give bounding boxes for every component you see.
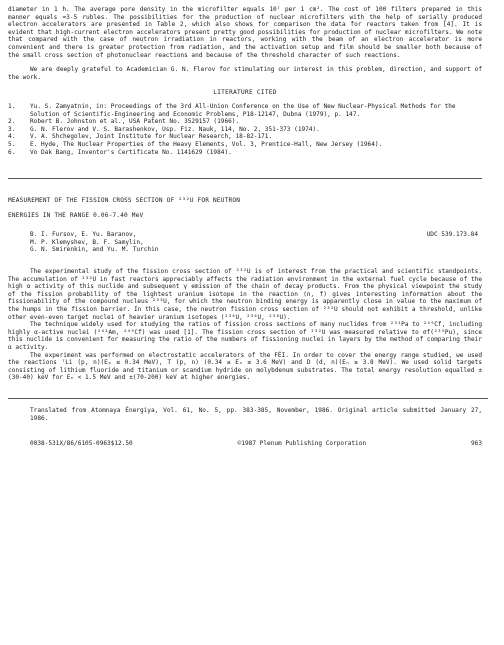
article-paragraph-2: The technique widely used for studying the ratios of fission cross sections of many nuclides from ²³¹Pa to ²⁴⁹Cf, including highly α-active nuclei (²⁴¹Am, ²⁴⁹Cf) was used [1]. The fission cross section of ²³²U was measured relative to σf(²³⁹Pu), since this nuclide is convenient for measuring the ratio of the numbers of fissioning nuclei in layers by the method of comparing their α activity. [8,321,482,351]
translation-note: Translated from Atomnaya Énergiya, Vol. 61, No. 5, pp. 383-385, November, 1986. Original article submitted January 27, 1986. [30,406,482,422]
reference-item [8,103,482,118]
page [8,6,482,448]
article-title-line-1: MEASUREMENT OF THE FISSION CROSS SECTION OF ²³²U FOR NEUTRON [8,197,241,205]
reference-number: 3. [8,125,16,133]
udc-code: UDC 539.173.84 [426,231,478,239]
author-line: G. N. Smirenkin, and Yu. M. Turchin [30,246,159,254]
author-line: M. P. Klemyshev, B. F. Samylin, [30,238,144,246]
article-paragraph-3: The experiment was performed on electrostatic accelerators of the FÉI. In order to cover the energy range studied, we used the reactions ⁷Li (p, n)(Eₚ ≤ 0.34 MeV), T (p, n) (0.34 ≤ Eₙ ≤ 3.6 MeV) and D (d, n)(Eₙ ≥ 3.8 MeV). We used solid targets consisting of lithium fluoride and titanium or scandium hydride on molybdenum substrates. The total energy resolution equalled ±(30-40) keV for Eₙ < 1.5 MeV and ±(70-200) keV at higher energies. [8,351,482,382]
reference-number: 1. [8,102,16,110]
reference-text: V. A. Shchegolev, Joint Institute for Nuclear Research, 18-82-171. [30,133,273,141]
author-list [8,231,158,254]
reference-text: Yu. S. Zamyatnin, in: Proceedings of the 3rd All-Union Conference on the Use of New Nuclear-Physical Methods for the Solution of Scientific-Engineering and Economic Problems, P18-12147, Dubna (1979), p. 147. [30,102,456,118]
reference-item [8,126,482,134]
intro-paragraph-1: diameter in 1 h. The average pore density in the microfilter equals 10⁷ per 1 cm². The cost of 100 filters prepared in this manner equals ≈3-5 rubles. The possibilities for the production of nuclear microfilters with the help of serially produced electron accelerators are presented in Table 2, which also shows for comparison the data for reactors taken from [4]. It is evident that high-current electron accelerators present pretty good possibilities for production of nuclear microfilters. We note that compared with the case of neutron irradiation in reactors, working with the beam of an electron accelerator is more convenient and there is greater protection from radiation, and the activation setup and film should be smaller both because of the small cross section of photonuclear reactions and because of the threshold character of such reactions. [8,6,482,59]
reference-text: Robert B. Johnston et al., USA Patent No. 3529157 (1966). [30,118,240,126]
author-line: B. I. Fursov, E. Yu. Baranov, [30,231,137,239]
article-paragraph-1: The experimental study of the fission cross section of ²³²U is of interest from the practical and scientific standpoints. The accumulation of ²³²U in fast reactors appreciably affects the radiation environment in the external fuel cycle because of the high α activity of this nuclide and subsequent γ emission of the chain of decay products. From the physical viewpoint the study of the fission probability of the lightest uranium isotope in the reaction (n, f) gives interesting information about the fissionability of the compound nucleus ²³³U, for which the neutron binding energy is apparently close in value to the maximum of the humps in the fission barrier. In this case, the neutron fission cross section of ²³²U should not exhibit a threshold, unlike other even-even target nuclei of heavier uranium isotopes (²³⁴U, ²³⁶U, ²³⁸U). [8,268,482,321]
reference-item [8,149,482,157]
reference-number: 4. [8,133,16,141]
reference-item [8,141,482,149]
reference-number: 5. [8,140,16,148]
reference-item [8,133,482,141]
reference-text: E. Hyde, The Nuclear Properties of the Heavy Elements, Vol. 3, Prentice-Hall, New Jersey (1964). [30,140,383,148]
literature-heading: LITERATURE CITED [213,89,277,97]
reference-list [8,103,482,156]
reference-number: 2. [8,118,16,126]
page-footer [8,440,482,448]
acknowledgement-paragraph: We are deeply grateful to Academician G. N. Flerov for stimulating our interest in this problem, direction, and support of the work. [8,66,482,81]
copyright-notice: ©1987 Plenum Publishing Corporation [237,440,367,448]
section-divider [8,178,482,179]
reference-number: 6. [8,148,16,156]
reference-text: Vo Dak Bang, Inventor's Certificate No. 1141629 (1984). [30,148,232,156]
journal-code: 0038-531X/86/6105-0963$12.50 [30,440,133,448]
reference-text: G. N. Flerov and V. S. Barashenkov, Usp. Fiz. Nauk, 114, No. 2, 351-373 (1974). [30,125,320,133]
article-title-line-2: ENERGIES IN THE RANGE 0.06-7.40 MeV [8,211,144,219]
authors-row [8,231,482,254]
page-number: 963 [470,440,482,448]
reference-item [8,118,482,126]
footer-divider [8,398,488,399]
